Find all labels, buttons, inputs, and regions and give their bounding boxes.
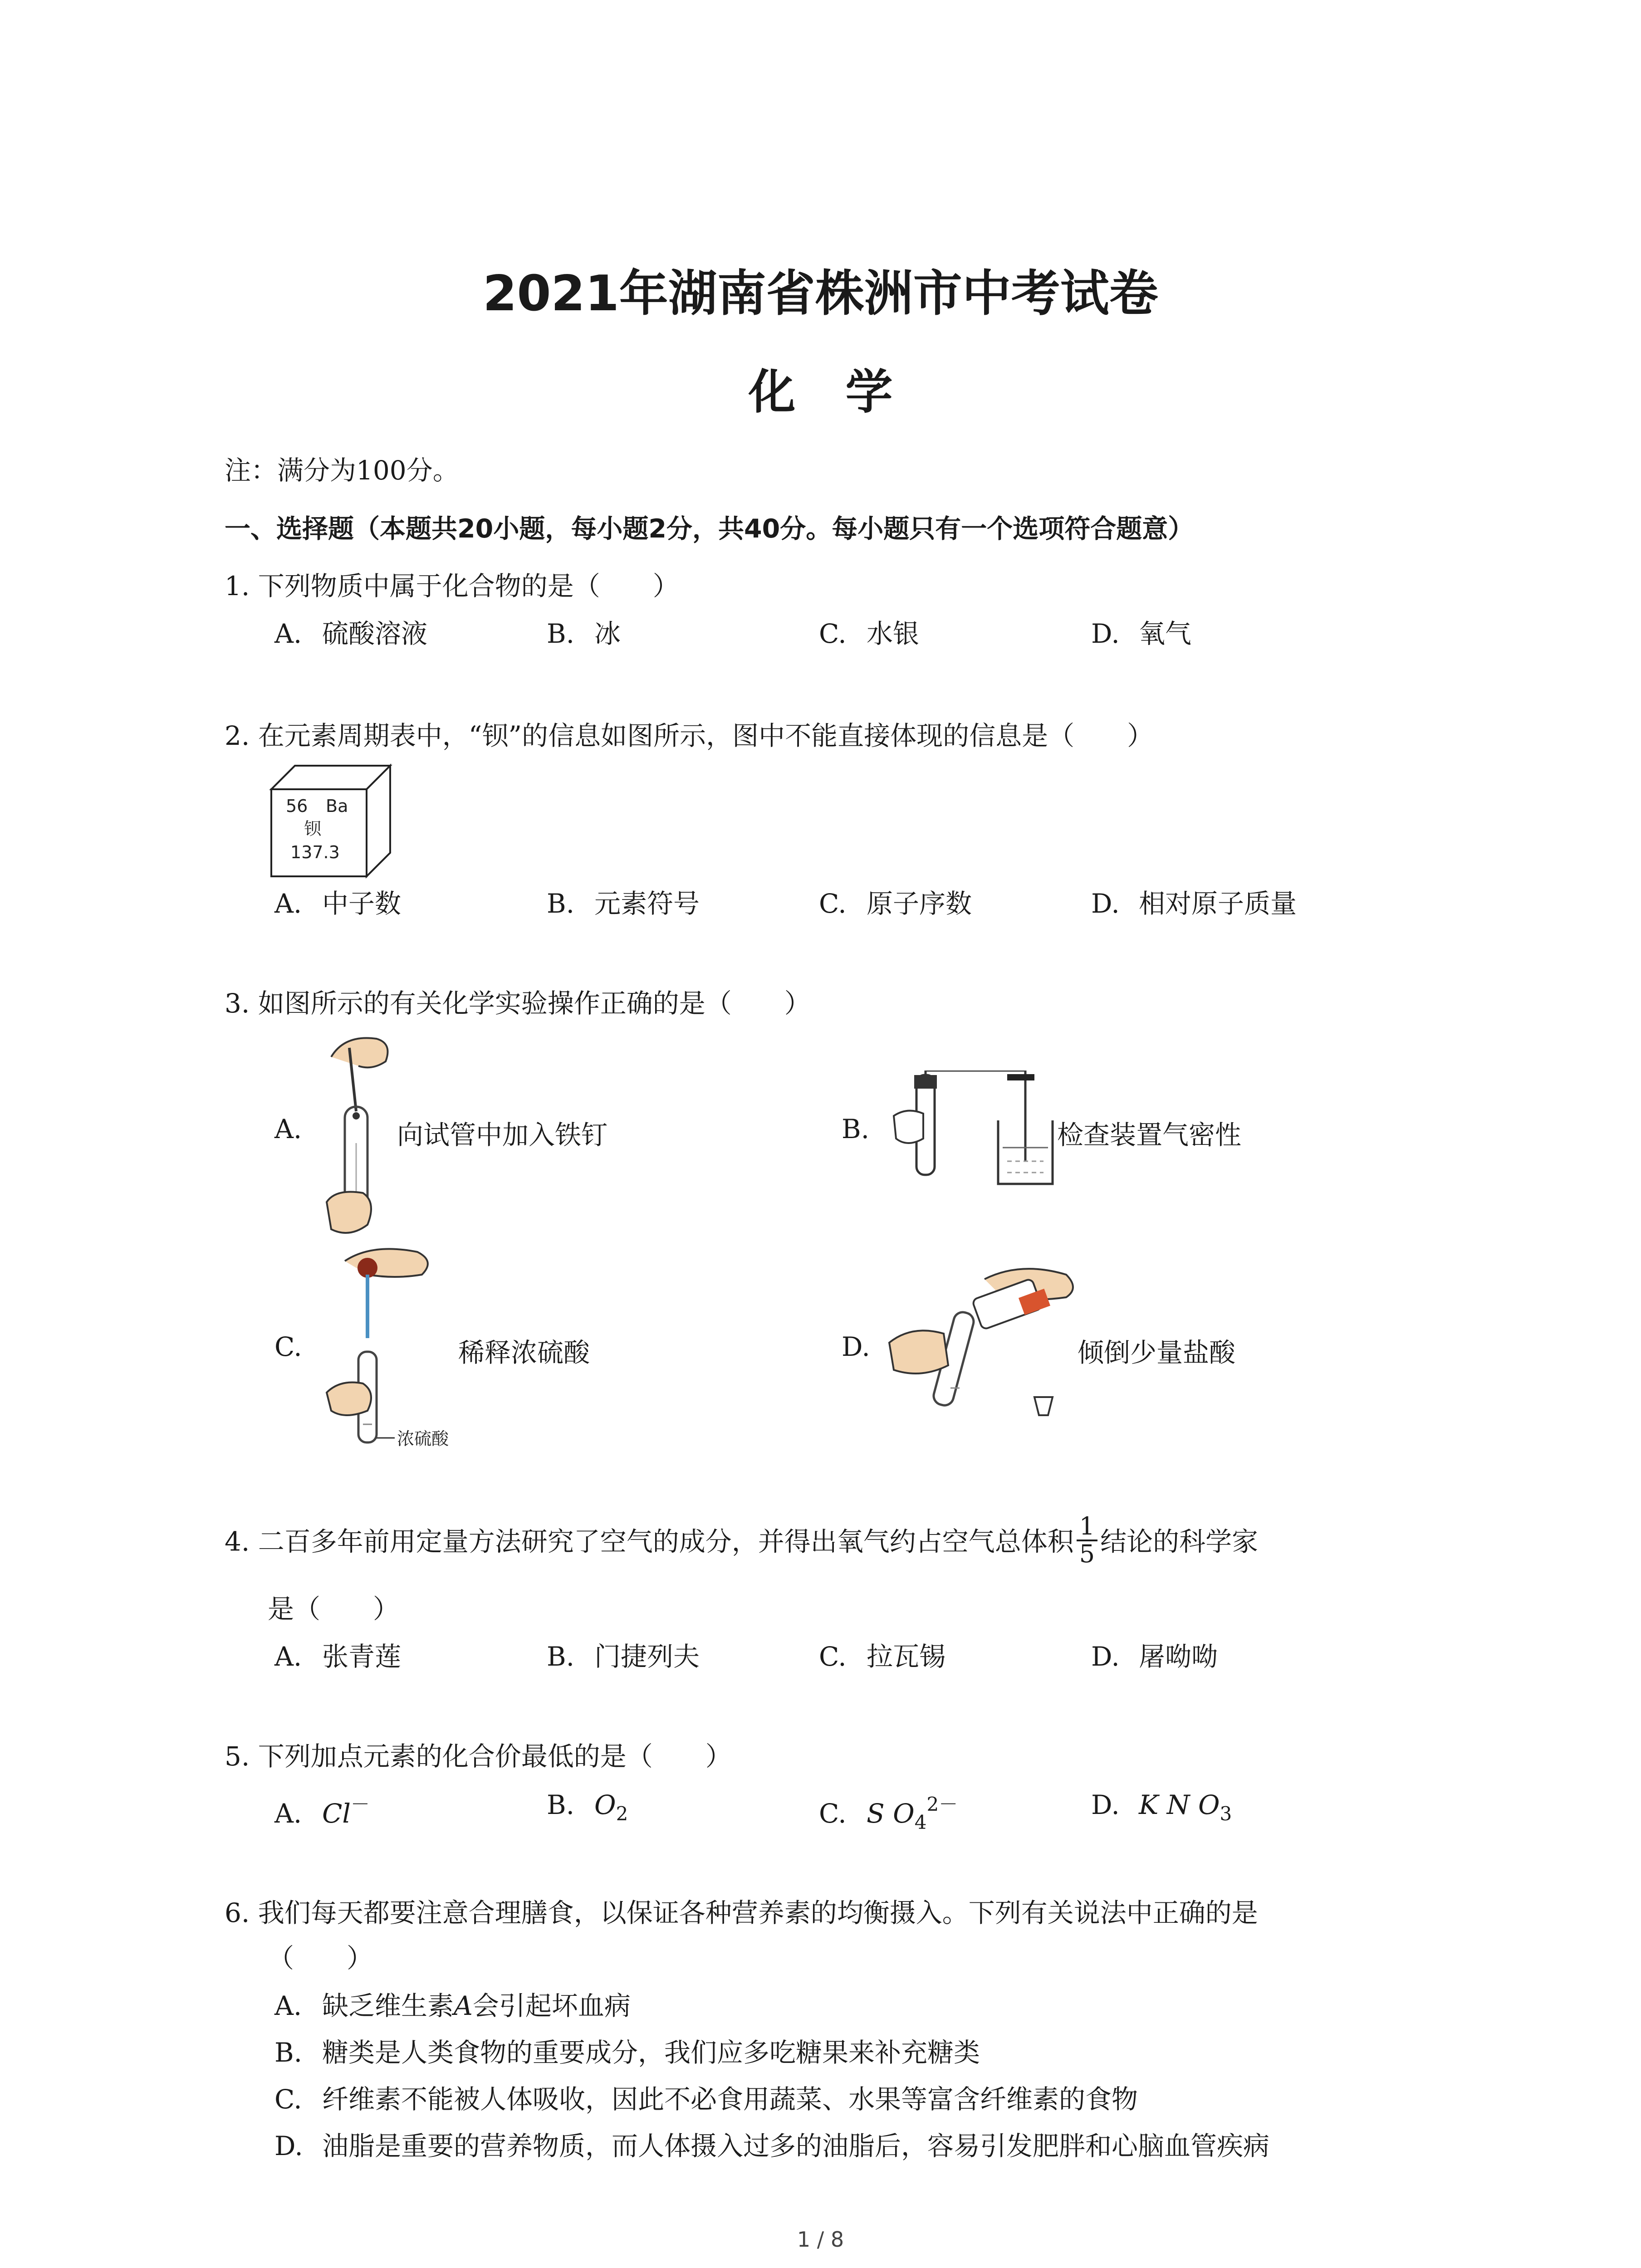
question-4-option-d: D. 屠呦呦 — [1091, 1641, 1218, 1672]
question-2-option-c: C. 原子序数 — [819, 888, 972, 919]
question-2-option-b: B. 元素符号 — [547, 888, 700, 919]
dilute-sulfuric-acid-figure — [318, 1243, 454, 1461]
question-5-stem: 5. 下列加点元素的化合价最低的是（ ） — [225, 1741, 732, 1772]
score-note: 注：满分为100分。 — [225, 455, 459, 486]
one-fifth-fraction: $\frac{1}{5}$ — [1077, 1514, 1097, 1567]
question-6-option-a: A. 缺乏维生素A会引起坏血病 — [274, 1990, 631, 2021]
question-2-option-d: D. 相对原子质量 — [1091, 888, 1297, 919]
iron-nail-test-tube-figure — [318, 1030, 408, 1238]
question-4-stem: 4. 二百多年前用定量方法研究了空气的成分，并得出氧气约占空气总体积 $\frac{1}{5}$ 结论的科学家 — [225, 1512, 1259, 1568]
question-5-option-d: D. K N $O_3$ — [1091, 1789, 1232, 1825]
question-3-stem: 3. 如图所示的有关化学实验操作正确的是（ ） — [225, 988, 811, 1019]
question-3-option-b-letter: B. — [842, 1114, 870, 1144]
element-mass: 137.3 — [290, 842, 340, 862]
question-4-option-c: C. 拉瓦锡 — [819, 1641, 946, 1672]
barium-element-card-figure — [268, 762, 395, 880]
question-2-stem: 2. 在元素周期表中，“钡”的信息如图所示，图中不能直接体现的信息是（ ） — [225, 720, 1154, 751]
question-6-option-b: B. 糖类是人类食物的重要成分，我们应多吃糖果来补充糖类 — [274, 2037, 980, 2068]
question-1-option-a: A. 硫酸溶液 — [274, 618, 428, 649]
question-3-option-d-text: 倾倒少量盐酸 — [1078, 1337, 1236, 1368]
question-4-option-a: A. 张青莲 — [274, 1641, 402, 1672]
question-1-stem: 1. 下列物质中属于化合物的是（ ） — [225, 571, 679, 601]
question-3-option-c-text: 稀释浓硫酸 — [458, 1337, 590, 1368]
element-name: 钡 — [304, 819, 322, 839]
question-6-stem-line2: （ ） — [268, 1943, 373, 1974]
airtightness-check-figure — [889, 1070, 1071, 1193]
concentrated-sulfuric-acid-label: 浓硫酸 — [397, 1429, 449, 1449]
pour-hydrochloric-acid-figure — [885, 1261, 1084, 1433]
question-5-option-c: C. S $O_4^{2-}$ — [819, 1793, 958, 1833]
question-4-stem-line2: 是（ ） — [268, 1593, 400, 1624]
question-5-option-b: B. $O_2$ — [547, 1789, 628, 1825]
question-1-option-b: B. 冰 — [547, 618, 621, 649]
exam-title: 2021年湖南省株洲市中考试卷 — [483, 265, 1158, 322]
question-3-option-c-letter: C. — [274, 1331, 302, 1362]
page-number: 1 / 8 — [797, 2227, 844, 2252]
element-symbol: Ba — [326, 796, 348, 816]
question-3-option-b-text: 检查装置气密性 — [1057, 1119, 1242, 1150]
question-6-option-d: D. 油脂是重要的营养物质，而人体摄入过多的油脂后，容易引发肥胖和心脑血管疾病 — [274, 2131, 1270, 2161]
question-3-option-a-text: 向试管中加入铁钉 — [397, 1119, 608, 1150]
element-number: 56 — [286, 796, 308, 816]
question-6-stem: 6. 我们每天都要注意合理膳食，以保证各种营养素的均衡摄入。下列有关说法中正确的是 — [225, 1897, 1258, 1928]
question-4-option-b: B. 门捷列夫 — [547, 1641, 700, 1672]
question-3-option-a-letter: A. — [274, 1114, 302, 1144]
question-1-option-d: D. 氧气 — [1091, 618, 1192, 649]
question-5-option-a: A. Cl－ — [274, 1793, 370, 1829]
question-1-option-c: C. 水银 — [819, 618, 920, 649]
question-3-option-d-letter: D. — [842, 1331, 870, 1362]
question-6-option-c: C. 纤维素不能被人体吸收，因此不必食用蔬菜、水果等富含纤维素的食物 — [274, 2084, 1138, 2115]
section-heading: 一、选择题（本题共20小题，每小题2分，共40分。每小题只有一个选项符合题意） — [225, 514, 1194, 544]
subject-title: 化学 — [748, 364, 943, 420]
question-2-option-a: A. 中子数 — [274, 888, 402, 919]
